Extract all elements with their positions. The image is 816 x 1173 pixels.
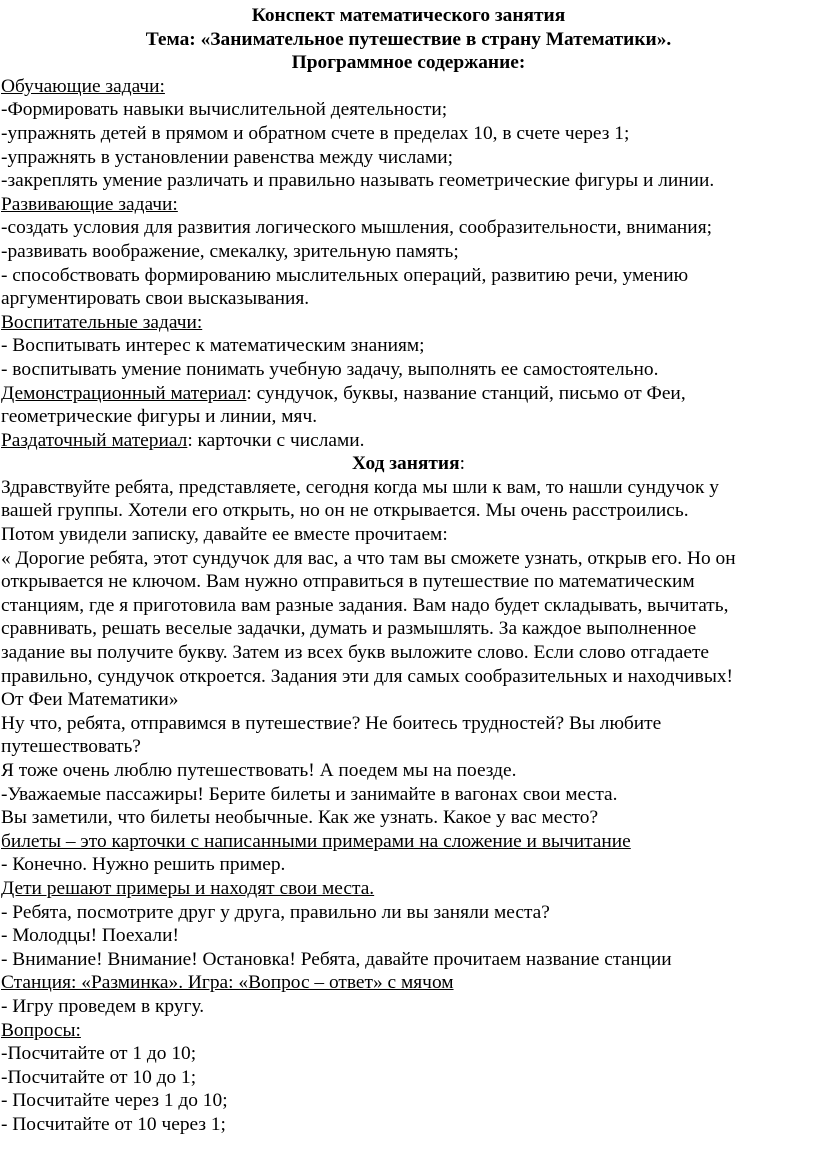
section-heading [1, 830, 816, 854]
text-line: Здравствуйте ребята, представляете, сегодня когда мы шли к вам, то нашли сундучок у [1, 476, 719, 498]
text-line: От Феи Математики» [1, 689, 179, 711]
program-heading: Программное содержание: [291, 52, 526, 74]
line-text: : сундучок, буквы, название станций, письмо от Феи, [246, 382, 686, 404]
heading-text: Дети решают примеры и находят свои места. [1, 877, 375, 899]
text-line: геометрические фигуры и линии, мяч. [1, 406, 318, 428]
text-line: -упражнять в установлении равенства между числами; [1, 146, 454, 168]
text-line: - способствовать формированию мыслительных операций, развитию речи, умению [1, 264, 689, 286]
text-line: - Игру проведем в кругу. [1, 995, 205, 1017]
section-heading [1, 877, 816, 901]
text-line: -Посчитайте от 10 до 1; [1, 1066, 197, 1088]
text-line: Потом увидели записку, давайте ее вместе прочитаем: [1, 524, 448, 546]
text-line: Вы заметили, что билеты необычные. Как же узнать. Какое у вас место? [1, 807, 599, 829]
document-title: Конспект математического занятия [251, 5, 566, 26]
section-heading [1, 75, 816, 99]
heading-text: Развивающие задачи: [1, 193, 178, 215]
heading-text: Обучающие задачи: [1, 75, 165, 97]
line-label: Демонстрационный материал [1, 382, 247, 404]
section-heading [1, 1019, 816, 1043]
text-line: « Дорогие ребята, этот сундучок для вас, а что там вы сможете узнать, открыв его. Но он [1, 547, 736, 569]
text-line: - Внимание! Внимание! Остановка! Ребята, давайте прочитаем название станции [1, 948, 672, 970]
heading-text: билеты – это карточки с написанными примерами на сложение и вычитание [1, 830, 631, 852]
text-line: - Посчитайте через 1 до 10; [1, 1090, 228, 1112]
text-line: - Молодцы! Поехали! [1, 925, 179, 947]
section-colon: : [459, 453, 465, 475]
text-line: правильно, сундучок откроется. Задания эти для самых сообразительных и находчивых! [1, 665, 734, 687]
text-line: станциям, где я приготовила вам разные задания. Вам надо будет складывать, вычитать, [1, 594, 729, 616]
text-line: Ну что, ребята, отправимся в путешествие? Не боитесь трудностей? Вы любите [1, 712, 662, 734]
line-label: Раздаточный материал [1, 429, 188, 451]
text-line: -Посчитайте от 1 до 10; [1, 1043, 197, 1065]
text-line: путешествовать? [1, 736, 141, 758]
text-line: - воспитывать умение понимать учебную задачу, выполнять ее самостоятельно. [1, 358, 659, 380]
text-line: - Ребята, посмотрите друг у друга, правильно ли вы заняли места? [1, 901, 550, 923]
text-line: -Уважаемые пассажиры! Берите билеты и занимайте в вагонах свои места. [1, 783, 618, 805]
document-body [1, 75, 816, 1137]
text-line: -развивать воображение, смекалку, зрительную память; [1, 240, 459, 262]
text-line: Я тоже очень люблю путешествовать! А поедем мы на поезде. [1, 760, 517, 781]
text-line: открывается не ключом. Вам нужно отправиться в путешествие по математическим [1, 571, 695, 593]
lesson-progress-heading [1, 452, 816, 476]
section-heading [1, 193, 816, 217]
text-line: -Формировать навыки вычислительной деятельности; [1, 99, 448, 121]
text-line: - Воспитывать интерес к математическим знаниям; [1, 335, 425, 357]
heading-text: Воспитательные задачи: [1, 311, 203, 333]
text-line: аргументировать свои высказывания. [1, 288, 310, 310]
section-heading [1, 311, 816, 335]
labeled-line [1, 382, 816, 406]
section-heading [1, 971, 816, 995]
section-label: Ход занятия [352, 453, 460, 475]
text-line: -закреплять умение различать и правильно называть геометрические фигуры и линии. [1, 170, 715, 192]
text-line: - Посчитайте от 10 через 1; [1, 1113, 226, 1135]
text-line: -создать условия для развития логического мышления, сообразительности, внимания; [1, 217, 712, 239]
heading-text: Станция: «Разминка». Игра: «Вопрос – ответ» с мячом [1, 972, 454, 994]
text-line: -упражнять детей в прямом и обратном счете в пределах 10, в счете через 1; [1, 122, 630, 144]
heading-text: Вопросы: [1, 1019, 81, 1041]
text-line: сравнивать, решать веселые задачки, думать и размышлять. За каждое выполненное [1, 618, 697, 640]
text-line: - Конечно. Нужно решить пример. [1, 854, 286, 876]
text-line: вашей группы. Хотели его открыть, но он не открывается. Мы очень расстроились. [1, 500, 689, 522]
text-line: задание вы получите букву. Затем из всех букв выложите слово. Если слово отгадаете [1, 642, 710, 664]
labeled-line [1, 429, 816, 453]
line-text: : карточки с числами. [187, 429, 365, 451]
lesson-theme: Тема: «Занимательное путешествие в страну Математики». [145, 28, 672, 50]
